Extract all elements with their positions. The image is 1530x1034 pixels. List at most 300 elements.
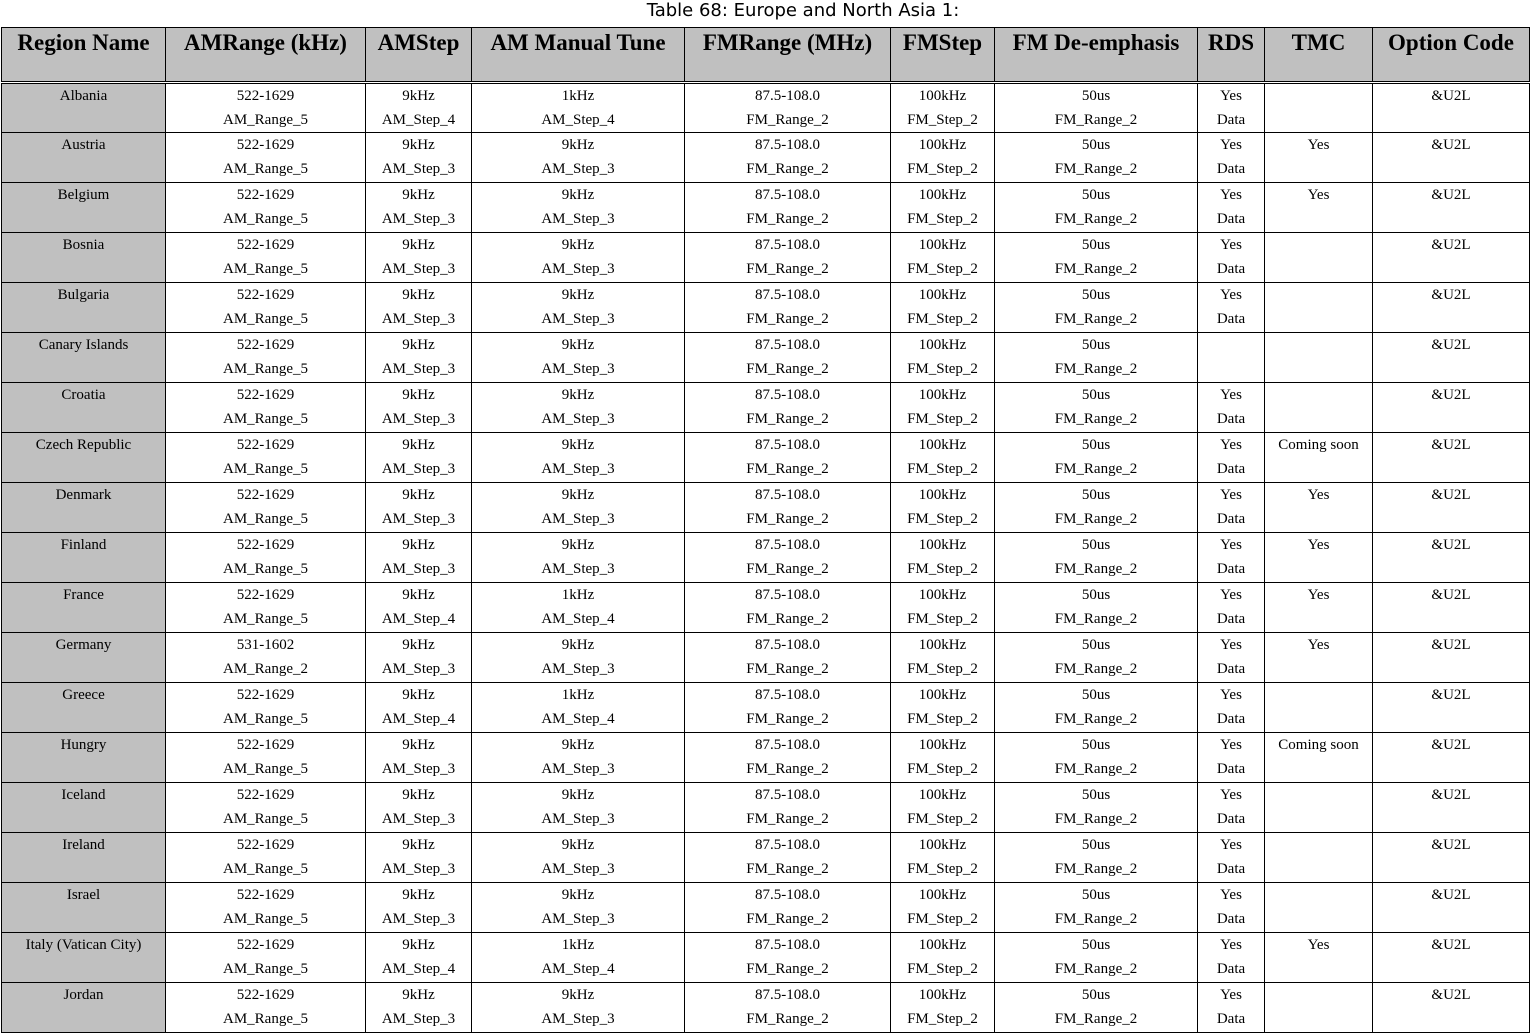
rds-cell (1198, 83, 1265, 133)
am-step-cell (366, 633, 472, 683)
fm-step-cell-code: FM_Step_2 (907, 861, 978, 877)
am-step-cell-code: AM_Step_3 (381, 811, 456, 827)
am-manual-tune-cell (472, 533, 685, 583)
am-manual-tune-cell-code: AM_Step_3 (541, 311, 615, 327)
am-range-cell-value: 522-1629 (236, 837, 295, 853)
am-range-cell-code: AM_Range_5 (223, 311, 308, 327)
fm-de-emphasis-cell (995, 283, 1198, 333)
rds-cell-value (1200, 333, 1262, 357)
region-name-cell: Albania (2, 83, 166, 133)
rds-cell-code: Data (1216, 1011, 1246, 1027)
header-am-manual-tune: AM Manual Tune (472, 28, 685, 83)
am-step-cell-value: 9kHz (402, 987, 435, 1003)
am-step-cell-value: 9kHz (402, 737, 435, 753)
fm-range-cell-code: FM_Range_2 (746, 261, 829, 277)
am-manual-tune-cell (472, 983, 685, 1033)
table-row (2, 733, 1530, 783)
am-manual-tune-cell-value: 9kHz (561, 837, 595, 853)
am-manual-tune-cell (472, 383, 685, 433)
fm-step-cell (891, 483, 995, 533)
am-range-cell-value: 522-1629 (236, 437, 295, 453)
option-code-cell: &U2L (1373, 633, 1530, 683)
am-manual-tune-cell-value: 9kHz (561, 387, 595, 403)
am-manual-tune-cell-value: 1kHz (561, 88, 595, 104)
region-name-cell: Iceland (2, 783, 166, 833)
rds-cell-code: Data (1216, 311, 1246, 327)
fm-de-emphasis-cell (995, 933, 1198, 983)
am-manual-tune-cell (472, 333, 685, 383)
fm-de-emphasis-cell-code: FM_Range_2 (1054, 511, 1138, 527)
region-name-cell: Croatia (2, 383, 166, 433)
fm-de-emphasis-cell-value: 50us (1081, 837, 1111, 853)
am-range-cell-code: AM_Range_5 (223, 461, 308, 477)
tmc-cell (1265, 683, 1373, 733)
fm-de-emphasis-cell (995, 683, 1198, 733)
am-range-cell-value: 522-1629 (236, 487, 295, 503)
fm-step-cell (891, 183, 995, 233)
fm-range-cell (685, 983, 891, 1033)
rds-cell-value: Yes (1220, 537, 1242, 553)
am-step-cell (366, 383, 472, 433)
tmc-cell: Coming soon (1265, 433, 1373, 483)
rds-cell-value: Yes (1220, 587, 1242, 603)
fm-step-cell (891, 283, 995, 333)
am-range-cell-value: 522-1629 (236, 187, 295, 203)
rds-cell-code: Data (1216, 112, 1246, 128)
header-am-range: AMRange (kHz) (166, 28, 366, 83)
fm-step-cell (891, 83, 995, 133)
header-tmc: TMC (1265, 28, 1373, 83)
fm-de-emphasis-cell (995, 133, 1198, 183)
am-range-cell-value: 522-1629 (236, 88, 295, 104)
am-step-cell-code: AM_Step_3 (381, 411, 456, 427)
fm-range-cell-value: 87.5-108.0 (755, 837, 820, 853)
am-range-cell-value: 522-1629 (236, 287, 295, 303)
am-manual-tune-cell-value: 1kHz (561, 587, 595, 603)
fm-range-cell (685, 83, 891, 133)
fm-range-cell-code: FM_Range_2 (746, 561, 829, 577)
fm-de-emphasis-cell (995, 383, 1198, 433)
am-range-cell-value: 522-1629 (236, 387, 295, 403)
am-manual-tune-cell-code: AM_Step_3 (541, 561, 615, 577)
region-name-cell: Germany (2, 633, 166, 683)
am-range-cell-code: AM_Range_5 (223, 161, 308, 177)
fm-step-cell-code: FM_Step_2 (907, 361, 978, 377)
fm-range-cell-code: FM_Range_2 (746, 911, 829, 927)
am-manual-tune-cell-value: 9kHz (561, 337, 595, 353)
fm-de-emphasis-cell-value: 50us (1081, 737, 1111, 753)
am-range-cell (166, 383, 366, 433)
fm-range-cell-code: FM_Range_2 (746, 112, 829, 128)
fm-step-cell-value: 100kHz (918, 987, 967, 1003)
fm-range-cell (685, 633, 891, 683)
am-step-cell-value: 9kHz (402, 887, 435, 903)
rds-cell-value: Yes (1220, 137, 1242, 153)
rds-cell (1198, 883, 1265, 933)
rds-cell-code: Data (1216, 161, 1246, 177)
fm-step-cell-code: FM_Step_2 (907, 711, 978, 727)
fm-step-cell-code: FM_Step_2 (907, 611, 978, 627)
option-code-cell: &U2L (1373, 333, 1530, 383)
fm-range-cell-value: 87.5-108.0 (755, 88, 820, 104)
rds-cell-value: Yes (1220, 787, 1242, 803)
fm-range-cell-value: 87.5-108.0 (755, 537, 820, 553)
am-range-cell-value: 522-1629 (236, 587, 295, 603)
rds-cell (1198, 833, 1265, 883)
am-manual-tune-cell (472, 933, 685, 983)
tmc-cell: Coming soon (1265, 733, 1373, 783)
fm-range-cell (685, 133, 891, 183)
fm-step-cell-code: FM_Step_2 (907, 561, 978, 577)
fm-range-cell (685, 883, 891, 933)
am-range-cell-value: 522-1629 (236, 537, 295, 553)
rds-cell-value: Yes (1220, 687, 1242, 703)
rds-cell-value: Yes (1220, 387, 1242, 403)
fm-de-emphasis-cell (995, 733, 1198, 783)
fm-de-emphasis-cell-value: 50us (1081, 587, 1111, 603)
fm-range-cell-code: FM_Range_2 (746, 661, 829, 677)
fm-range-cell-value: 87.5-108.0 (755, 237, 820, 253)
am-manual-tune-cell-value: 9kHz (561, 187, 595, 203)
fm-de-emphasis-cell-value: 50us (1081, 537, 1111, 553)
am-step-cell-code: AM_Step_4 (381, 711, 456, 727)
fm-range-cell (685, 583, 891, 633)
region-name-cell: Czech Republic (2, 433, 166, 483)
fm-de-emphasis-cell-value: 50us (1081, 187, 1111, 203)
fm-de-emphasis-cell-code: FM_Range_2 (1054, 911, 1138, 927)
am-step-cell-code: AM_Step_3 (381, 211, 456, 227)
fm-range-cell-code: FM_Range_2 (746, 361, 829, 377)
rds-cell (1198, 683, 1265, 733)
fm-range-cell (685, 783, 891, 833)
fm-de-emphasis-cell-value: 50us (1081, 937, 1111, 953)
fm-de-emphasis-cell (995, 583, 1198, 633)
option-code-cell: &U2L (1373, 933, 1530, 983)
fm-step-cell-value: 100kHz (918, 437, 967, 453)
am-manual-tune-cell (472, 733, 685, 783)
header-region-name: Region Name (2, 28, 166, 83)
am-range-cell-code: AM_Range_5 (223, 911, 308, 927)
am-step-cell (366, 283, 472, 333)
am-step-cell-value: 9kHz (402, 337, 435, 353)
rds-cell-value: Yes (1220, 437, 1242, 453)
fm-range-cell-value: 87.5-108.0 (755, 287, 820, 303)
fm-range-cell-code: FM_Range_2 (746, 861, 829, 877)
am-step-cell-value: 9kHz (402, 687, 435, 703)
rds-cell-code: Data (1216, 511, 1246, 527)
table-caption: Table 68: Europe and North Asia 1: (646, 0, 960, 21)
rds-cell-value: Yes (1220, 887, 1242, 903)
fm-step-cell-code: FM_Step_2 (907, 411, 978, 427)
fm-range-cell (685, 933, 891, 983)
am-step-cell-value: 9kHz (402, 387, 435, 403)
am-range-cell-value: 522-1629 (236, 687, 295, 703)
table-row (2, 583, 1530, 633)
rds-cell-code: Data (1216, 861, 1246, 877)
am-step-cell-value: 9kHz (402, 187, 435, 203)
am-manual-tune-cell-code: AM_Step_3 (541, 411, 615, 427)
am-manual-tune-cell-code: AM_Step_4 (541, 711, 615, 727)
fm-step-cell-value: 100kHz (918, 937, 967, 953)
fm-de-emphasis-cell (995, 83, 1198, 133)
am-step-cell-code: AM_Step_4 (381, 112, 456, 128)
am-range-cell (166, 83, 366, 133)
option-code-cell: &U2L (1373, 233, 1530, 283)
rds-cell-value: Yes (1220, 287, 1242, 303)
table-row (2, 433, 1530, 483)
rds-cell-code: Data (1216, 611, 1246, 627)
am-range-cell-value: 522-1629 (236, 337, 295, 353)
fm-range-cell (685, 483, 891, 533)
fm-step-cell (891, 983, 995, 1033)
tmc-cell (1265, 883, 1373, 933)
tmc-cell: Yes (1265, 483, 1373, 533)
am-manual-tune-cell-value: 9kHz (561, 437, 595, 453)
header-fm-de-emphasis: FM De-emphasis (995, 28, 1198, 83)
fm-range-cell (685, 733, 891, 783)
fm-step-cell-value: 100kHz (918, 537, 967, 553)
am-step-cell-code: AM_Step_3 (381, 861, 456, 877)
am-step-cell (366, 233, 472, 283)
rds-cell-code: Data (1216, 961, 1246, 977)
fm-de-emphasis-cell-value: 50us (1081, 387, 1111, 403)
fm-de-emphasis-cell-code: FM_Range_2 (1054, 161, 1138, 177)
am-step-cell (366, 983, 472, 1033)
am-manual-tune-cell (472, 83, 685, 133)
option-code-cell: &U2L (1373, 383, 1530, 433)
rds-cell-code: Data (1216, 261, 1246, 277)
am-range-cell (166, 133, 366, 183)
am-manual-tune-cell (472, 683, 685, 733)
fm-range-cell (685, 333, 891, 383)
fm-step-cell-code: FM_Step_2 (907, 961, 978, 977)
fm-de-emphasis-cell (995, 533, 1198, 583)
region-name-cell: Jordan (2, 983, 166, 1033)
am-manual-tune-cell-code: AM_Step_4 (541, 961, 615, 977)
am-range-cell (166, 533, 366, 583)
option-code-cell: &U2L (1373, 83, 1530, 133)
am-manual-tune-cell-code: AM_Step_3 (541, 511, 615, 527)
am-step-cell-value: 9kHz (402, 88, 435, 104)
am-manual-tune-cell (472, 833, 685, 883)
am-step-cell (366, 583, 472, 633)
header-fm-step: FMStep (891, 28, 995, 83)
rds-cell-value: Yes (1220, 187, 1242, 203)
am-manual-tune-cell-code: AM_Step_3 (541, 211, 615, 227)
fm-range-cell-value: 87.5-108.0 (755, 587, 820, 603)
tmc-cell (1265, 383, 1373, 433)
option-code-cell: &U2L (1373, 883, 1530, 933)
fm-range-cell-code: FM_Range_2 (746, 1011, 829, 1027)
am-manual-tune-cell-code: AM_Step_3 (541, 1011, 615, 1027)
fm-de-emphasis-cell (995, 883, 1198, 933)
am-step-cell-value: 9kHz (402, 487, 435, 503)
fm-range-cell-value: 87.5-108.0 (755, 387, 820, 403)
option-code-cell: &U2L (1373, 583, 1530, 633)
fm-de-emphasis-cell-value: 50us (1081, 237, 1111, 253)
fm-step-cell-code: FM_Step_2 (907, 661, 978, 677)
am-range-cell-code: AM_Range_5 (223, 211, 308, 227)
am-step-cell-value: 9kHz (402, 237, 435, 253)
am-step-cell-value: 9kHz (402, 537, 435, 553)
rds-cell-value: Yes (1220, 637, 1242, 653)
fm-range-cell-value: 87.5-108.0 (755, 137, 820, 153)
am-step-cell-code: AM_Step_3 (381, 311, 456, 327)
am-manual-tune-cell-value: 9kHz (561, 637, 595, 653)
region-name-cell: Greece (2, 683, 166, 733)
fm-range-cell-value: 87.5-108.0 (755, 887, 820, 903)
fm-range-cell-value: 87.5-108.0 (755, 987, 820, 1003)
region-name-cell: Denmark (2, 483, 166, 533)
fm-de-emphasis-cell-code: FM_Range_2 (1054, 561, 1138, 577)
option-code-cell: &U2L (1373, 833, 1530, 883)
region-name-cell: Canary Islands (2, 333, 166, 383)
am-range-cell-code: AM_Range_5 (223, 511, 308, 527)
fm-de-emphasis-cell (995, 833, 1198, 883)
am-step-cell (366, 183, 472, 233)
tmc-cell: Yes (1265, 933, 1373, 983)
fm-step-cell-code: FM_Step_2 (907, 112, 978, 128)
fm-de-emphasis-cell-code: FM_Range_2 (1054, 211, 1138, 227)
fm-step-cell-value: 100kHz (918, 237, 967, 253)
table-row (2, 833, 1530, 883)
am-range-cell-code: AM_Range_5 (223, 961, 308, 977)
fm-range-cell-code: FM_Range_2 (746, 461, 829, 477)
fm-step-cell-value: 100kHz (918, 387, 967, 403)
fm-step-cell-code: FM_Step_2 (907, 261, 978, 277)
fm-de-emphasis-cell-value: 50us (1081, 687, 1111, 703)
fm-range-cell-code: FM_Range_2 (746, 611, 829, 627)
rds-cell (1198, 733, 1265, 783)
fm-de-emphasis-cell (995, 983, 1198, 1033)
am-step-cell-code: AM_Step_3 (381, 511, 456, 527)
am-manual-tune-cell-value: 1kHz (561, 937, 595, 953)
rds-cell (1198, 333, 1265, 383)
am-step-cell-code: AM_Step_3 (381, 1011, 456, 1027)
rds-cell-code: Data (1216, 661, 1246, 677)
tmc-cell: Yes (1265, 533, 1373, 583)
am-step-cell-value: 9kHz (402, 587, 435, 603)
am-manual-tune-cell-value: 9kHz (561, 737, 595, 753)
fm-range-cell-value: 87.5-108.0 (755, 187, 820, 203)
am-range-cell (166, 683, 366, 733)
fm-de-emphasis-cell-value: 50us (1081, 437, 1111, 453)
tmc-cell (1265, 983, 1373, 1033)
fm-step-cell (891, 133, 995, 183)
rds-cell-code: Data (1216, 461, 1246, 477)
am-step-cell-value: 9kHz (402, 637, 435, 653)
am-range-cell-code: AM_Range_5 (223, 112, 308, 128)
fm-de-emphasis-cell (995, 333, 1198, 383)
am-manual-tune-cell-code: AM_Step_4 (541, 112, 615, 128)
am-step-cell-code: AM_Step_3 (381, 161, 456, 177)
fm-de-emphasis-cell-code: FM_Range_2 (1054, 861, 1138, 877)
fm-range-cell-code: FM_Range_2 (746, 811, 829, 827)
am-step-cell (366, 783, 472, 833)
fm-range-cell-code: FM_Range_2 (746, 311, 829, 327)
region-name-cell: Belgium (2, 183, 166, 233)
fm-de-emphasis-cell-code: FM_Range_2 (1054, 611, 1138, 627)
region-name-cell: Italy (Vatican City) (2, 933, 166, 983)
rds-cell-value: Yes (1220, 237, 1242, 253)
rds-cell-code: Data (1216, 811, 1246, 827)
fm-step-cell (891, 933, 995, 983)
fm-range-cell-value: 87.5-108.0 (755, 437, 820, 453)
am-manual-tune-cell-value: 9kHz (561, 887, 595, 903)
am-step-cell-value: 9kHz (402, 787, 435, 803)
fm-step-cell-value: 100kHz (918, 137, 967, 153)
fm-step-cell (891, 883, 995, 933)
fm-de-emphasis-cell-value: 50us (1081, 88, 1111, 104)
fm-step-cell-code: FM_Step_2 (907, 311, 978, 327)
table-row (2, 233, 1530, 283)
fm-range-cell-value: 87.5-108.0 (755, 737, 820, 753)
fm-step-cell (891, 633, 995, 683)
fm-de-emphasis-cell-code: FM_Range_2 (1054, 261, 1138, 277)
table-row (2, 983, 1530, 1033)
fm-step-cell (891, 783, 995, 833)
am-range-cell-code: AM_Range_5 (223, 611, 308, 627)
fm-range-cell (685, 833, 891, 883)
fm-range-cell-code: FM_Range_2 (746, 211, 829, 227)
am-step-cell-code: AM_Step_3 (381, 361, 456, 377)
am-step-cell-value: 9kHz (402, 137, 435, 153)
am-manual-tune-cell-code: AM_Step_3 (541, 161, 615, 177)
rds-cell (1198, 383, 1265, 433)
header-am-step: AMStep (366, 28, 472, 83)
am-manual-tune-cell-value: 9kHz (561, 487, 595, 503)
fm-step-cell (891, 433, 995, 483)
am-manual-tune-cell (472, 883, 685, 933)
am-range-cell-code: AM_Range_5 (223, 561, 308, 577)
option-code-cell: &U2L (1373, 783, 1530, 833)
am-manual-tune-cell (472, 233, 685, 283)
am-step-cell (366, 533, 472, 583)
rds-cell (1198, 633, 1265, 683)
fm-range-cell-code: FM_Range_2 (746, 711, 829, 727)
am-step-cell-code: AM_Step_3 (381, 461, 456, 477)
rds-cell (1198, 133, 1265, 183)
am-range-cell (166, 183, 366, 233)
am-manual-tune-cell-value: 9kHz (561, 987, 595, 1003)
fm-de-emphasis-cell-code: FM_Range_2 (1054, 1011, 1138, 1027)
header-row (2, 28, 1530, 83)
option-code-cell: &U2L (1373, 183, 1530, 233)
am-manual-tune-cell (472, 783, 685, 833)
am-manual-tune-cell (472, 583, 685, 633)
fm-de-emphasis-cell-code: FM_Range_2 (1054, 411, 1138, 427)
am-step-cell (366, 883, 472, 933)
tmc-cell (1265, 833, 1373, 883)
am-step-cell (366, 333, 472, 383)
am-range-cell-code: AM_Range_5 (223, 711, 308, 727)
fm-step-cell (891, 583, 995, 633)
rds-cell-value: Yes (1220, 837, 1242, 853)
option-code-cell: &U2L (1373, 683, 1530, 733)
am-range-cell (166, 833, 366, 883)
fm-step-cell-value: 100kHz (918, 187, 967, 203)
fm-range-cell (685, 233, 891, 283)
fm-de-emphasis-cell-value: 50us (1081, 137, 1111, 153)
fm-de-emphasis-cell (995, 233, 1198, 283)
header-option-code: Option Code (1373, 28, 1530, 83)
header-rds: RDS (1198, 28, 1265, 83)
fm-step-cell-code: FM_Step_2 (907, 161, 978, 177)
fm-step-cell-value: 100kHz (918, 88, 967, 104)
fm-de-emphasis-cell-code: FM_Range_2 (1054, 661, 1138, 677)
fm-range-cell-code: FM_Range_2 (746, 511, 829, 527)
am-manual-tune-cell (472, 283, 685, 333)
